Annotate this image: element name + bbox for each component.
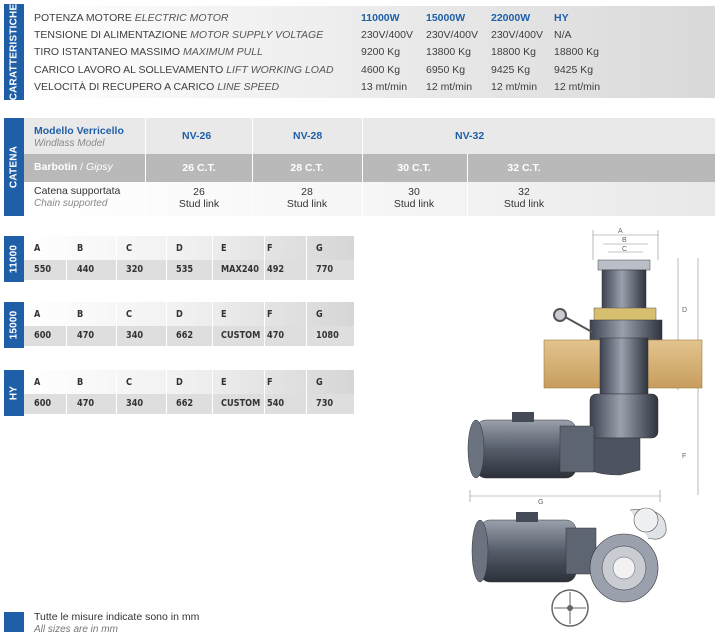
dim-header: A	[34, 243, 41, 254]
dim-value: 730	[316, 398, 334, 409]
label-g: G	[538, 499, 544, 506]
spec-value: 230V/400V	[361, 29, 413, 41]
model-nv28: NV-28	[293, 130, 323, 142]
label-a: A	[618, 228, 623, 235]
chain-label-en: Chain supported	[34, 198, 108, 209]
gipsy-label-separator: /	[77, 161, 86, 173]
spec-value: 13800 Kg	[426, 46, 471, 58]
motor-top-view	[480, 520, 576, 582]
dim-header: D	[176, 243, 183, 254]
spec-header-22000: 22000W	[491, 12, 531, 24]
dim-value: 470	[267, 330, 285, 341]
dim-value: 1080	[316, 330, 339, 341]
spec-row-voltage	[34, 27, 714, 44]
label-b: B	[622, 237, 627, 244]
dim-value: 470	[77, 330, 95, 341]
dimensions-table-11000	[24, 236, 354, 282]
spec-row-motor	[34, 10, 714, 27]
dim-header: B	[77, 377, 84, 388]
spec-value: 230V/400V	[491, 29, 543, 41]
dim-value: 492	[267, 264, 285, 275]
tab-hy	[4, 370, 24, 416]
dim-header: C	[126, 243, 133, 254]
caratteristiche-tab	[4, 4, 24, 100]
dim-value: 540	[267, 398, 285, 409]
chain-type: Stud link	[503, 198, 545, 210]
label-c: C	[622, 246, 628, 253]
spec-label-it: CARICO LAVORO AL SOLLEVAMENTO	[34, 64, 224, 76]
spec-value: 12 mt/min	[491, 81, 538, 93]
gipsy-label-it: Barbotin	[34, 161, 78, 173]
dim-header: G	[316, 377, 323, 388]
chain-28	[257, 186, 357, 210]
spec-value: N/A	[554, 29, 572, 41]
dim-header: E	[221, 243, 227, 254]
spec-value: 12 mt/min	[554, 81, 601, 93]
spec-header-hy: HY	[554, 12, 569, 24]
chain-26	[149, 186, 249, 210]
dim-header: C	[126, 309, 133, 320]
spec-value: 4600 Kg	[361, 64, 401, 76]
dim-header: D	[176, 377, 183, 388]
dim-header: D	[176, 309, 183, 320]
dim-header: E	[221, 309, 227, 320]
dim-value: 320	[126, 264, 144, 275]
dim-header: E	[221, 377, 227, 388]
chain-32	[474, 186, 574, 210]
spec-label-it: VELOCITÀ DI RECUPERO A CARICO	[34, 81, 215, 93]
column-divider	[362, 118, 363, 216]
column-divider	[145, 118, 146, 216]
dim-header: A	[34, 377, 41, 388]
chain-size: 28	[301, 186, 313, 198]
dim-value: 600	[34, 330, 52, 341]
dimensions-table-hy	[24, 370, 354, 416]
dim-header: G	[316, 243, 323, 254]
gipsy-label	[34, 161, 113, 173]
drive-shaft	[600, 338, 648, 394]
chain-type: Stud link	[393, 198, 435, 210]
chain-size: 32	[518, 186, 530, 198]
spec-value: 230V/400V	[426, 29, 478, 41]
spec-row-max-pull	[34, 44, 714, 61]
dim-value: 662	[176, 330, 194, 341]
capstan-drum	[602, 270, 646, 310]
spec-value: 18800 Kg	[554, 46, 599, 58]
spec-label-en: LINE SPEED	[217, 81, 280, 93]
spec-value: 9425 Kg	[554, 64, 594, 76]
gipsy-label-en: Gipsy	[85, 161, 113, 173]
tab-11000-label: 11000	[8, 244, 20, 274]
control-lever-icon	[554, 309, 592, 332]
spec-header-11000: 11000W	[361, 12, 400, 24]
spec-label-en: LIFT WORKING LOAD	[226, 64, 334, 76]
spec-value: 12 mt/min	[426, 81, 473, 93]
model-nv26: NV-26	[182, 130, 212, 142]
footer-accent	[4, 612, 24, 632]
chain-size: 26	[193, 186, 205, 198]
spec-value: 18800 Kg	[491, 46, 536, 58]
capstan-top	[598, 260, 650, 270]
footer-note-en: All sizes are in mm	[34, 624, 118, 635]
model-label-en: Windlass Model	[34, 138, 105, 149]
gipsy-30: 30 C.T.	[397, 162, 431, 174]
dim-value: CUSTOM	[221, 330, 261, 341]
tab-15000-label: 15000	[8, 310, 20, 340]
catena-tab	[4, 118, 24, 216]
dim-value: 440	[77, 264, 95, 275]
chain-size: 30	[408, 186, 420, 198]
dim-value: 340	[126, 330, 144, 341]
model-label: Modello Verricello	[34, 125, 124, 137]
gipsy-32: 32 C.T.	[507, 162, 541, 174]
model-nv32: NV-32	[455, 130, 485, 142]
dim-value: MAX240	[221, 264, 259, 275]
gearbox	[590, 394, 658, 438]
dim-value: 470	[77, 398, 95, 409]
tab-15000	[4, 302, 24, 348]
dim-value: 600	[34, 398, 52, 409]
dim-header: B	[77, 243, 84, 254]
catena-tab-label: CATENA	[8, 145, 20, 189]
spec-label-en: ELECTRIC MOTOR	[134, 12, 229, 24]
dim-header: F	[267, 377, 273, 388]
dim-header: F	[267, 243, 273, 254]
spec-label-it: TIRO ISTANTANEO MASSIMO	[34, 46, 181, 58]
dim-value: 535	[176, 264, 194, 275]
spec-value: 9425 Kg	[491, 64, 531, 76]
spec-value: 6950 Kg	[426, 64, 466, 76]
dim-header: G	[316, 309, 323, 320]
chain-label: Catena supportata	[34, 185, 121, 197]
catena-model-row	[24, 118, 715, 154]
spec-label-en: MOTOR SUPPLY VOLTAGE	[190, 29, 324, 41]
footer-note: Tutte le misure indicate sono in mm	[34, 611, 200, 623]
spec-header-15000: 15000W	[426, 12, 466, 24]
dimensions-table-15000	[24, 302, 354, 348]
dim-header: B	[77, 309, 84, 320]
chain-type: Stud link	[286, 198, 328, 210]
dim-header: A	[34, 309, 41, 320]
column-divider	[467, 154, 468, 216]
spec-value: 9200 Kg	[361, 46, 401, 58]
dim-header: C	[126, 377, 133, 388]
gipsy-28: 28 C.T.	[290, 162, 324, 174]
spec-row-line-speed	[34, 79, 714, 96]
spec-label-en: MAXIMUM PULL	[182, 46, 263, 58]
dim-value: 770	[316, 264, 334, 275]
spec-label-it: POTENZA MOTORE	[34, 12, 132, 24]
dim-value: 662	[176, 398, 194, 409]
dim-value: CUSTOM	[221, 398, 261, 409]
chain-type: Stud link	[178, 198, 220, 210]
spec-label-it: TENSIONE DI ALIMENTAZIONE	[34, 29, 188, 41]
gipsy-26: 26 C.T.	[182, 162, 216, 174]
deck-base	[590, 320, 662, 340]
dim-value: 550	[34, 264, 52, 275]
chain-30	[364, 186, 464, 210]
dim-header: F	[267, 309, 273, 320]
windlass-drawing	[440, 220, 715, 635]
column-divider	[252, 118, 253, 216]
label-f: F	[682, 453, 687, 460]
spec-row-working-load	[34, 62, 714, 79]
spec-value: 13 mt/min	[361, 81, 408, 93]
tab-11000	[4, 236, 24, 282]
label-d: D	[682, 307, 688, 314]
caratteristiche-tab-label: CARATTERISTICHE	[8, 4, 20, 100]
tab-hy-label: HY	[8, 385, 20, 401]
dim-value: 340	[126, 398, 144, 409]
